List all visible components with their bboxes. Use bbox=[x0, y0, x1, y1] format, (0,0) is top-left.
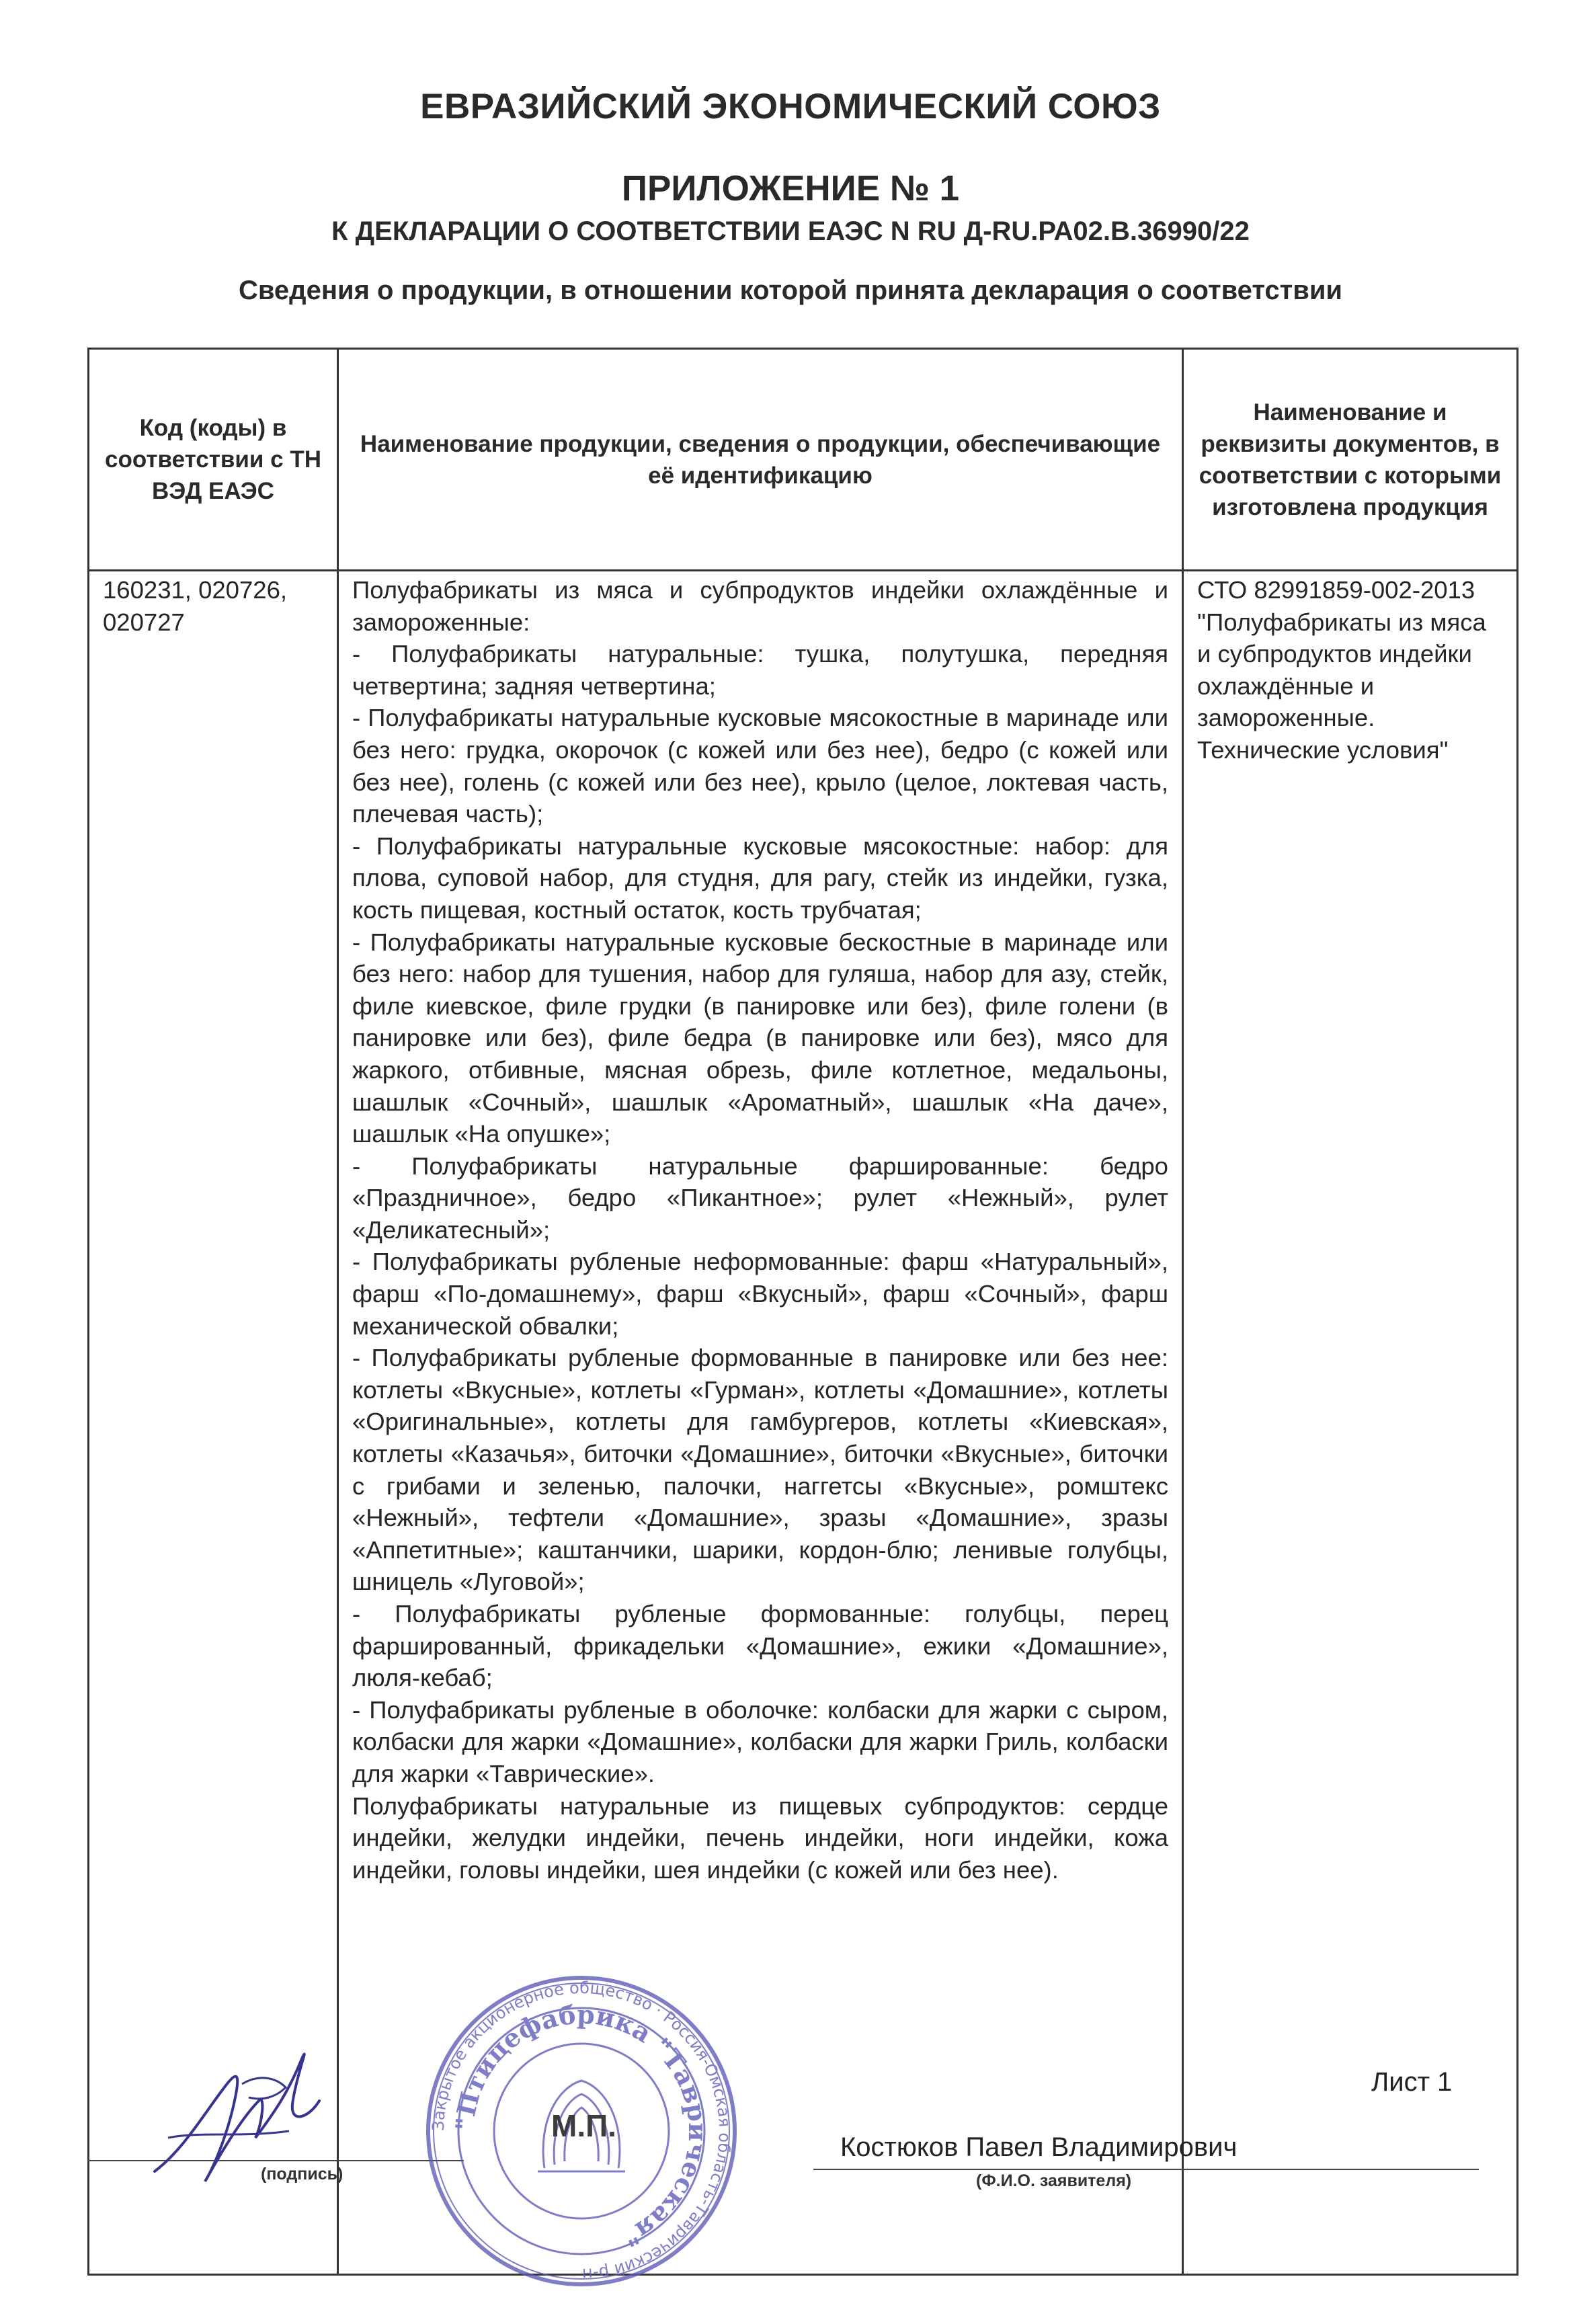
table-header-row bbox=[89, 349, 1518, 571]
description-paragraph: - Полуфабрикаты натуральные: тушка, полутушка, передняя четвертина; задняя четвертина; bbox=[352, 640, 1168, 700]
description-paragraph: - Полуфабрикаты натуральные кусковые мясокостные: набор: для плова, суповой набор, для студня, для рагу, стейк из индейки, гузка, кость пищевая, костный остаток, кость трубчатая; bbox=[352, 832, 1168, 924]
signature-label: (подпись) bbox=[261, 2165, 343, 2183]
standard-title: "Полуфабрикаты из мяса и субпродуктов индейки охлаждённые и замороженные. Технические условия" bbox=[1197, 608, 1486, 764]
description-paragraph: Полуфабрикаты из мяса и субпродуктов индейки охлаждённые и замороженные: bbox=[352, 576, 1168, 636]
applicant-name: Костюков Павел Владимирович bbox=[840, 2132, 1238, 2162]
annex-title: ПРИЛОЖЕНИЕ № 1 bbox=[621, 169, 960, 208]
declaration-number: К ДЕКЛАРАЦИИ О СООТВЕТСТВИИ ЕАЭС N RU Д-RU.РА02.В.36990/22 bbox=[331, 216, 1250, 246]
seal-inner-text: "Птицефабрика "Таврическая" bbox=[449, 1999, 714, 2253]
applicant-name-label: (Ф.И.О. заявителя) bbox=[976, 2171, 1132, 2190]
seal-outer-text: Закрытое акционерное общество · Россия-Омская область-Таврический р-н bbox=[428, 1978, 735, 2284]
union-title: ЕВРАЗИЙСКИЙ ЭКОНОМИЧЕСКИЙ СОЮЗ bbox=[420, 87, 1161, 126]
documents-cell bbox=[1183, 571, 1518, 2275]
handwritten-signature bbox=[141, 2037, 329, 2198]
description-paragraph: Полуфабрикаты натуральные из пищевых субпродуктов: сердце индейки, желудки индейки, печень индейки, ноги индейки, кожа индейки, головы индейки, шея индейки (с кожей или без нее). bbox=[352, 1792, 1168, 1884]
stamp-place-mark: М.П. bbox=[551, 2108, 616, 2143]
column-header-description: Наименование продукции, сведения о продукции, обеспечивающие её идентификацию bbox=[338, 349, 1183, 571]
description-paragraph: - Полуфабрикаты натуральные кусковые мясокостные в маринаде или без него: грудка, окорочок (с кожей или без нее), бедро (с кожей или без нее), голень (с кожей или без нее), крыло (целое, локтевая часть, плечевая часть); bbox=[352, 704, 1168, 828]
sheet-number: Лист 1 bbox=[1371, 2067, 1453, 2097]
description-paragraph: - Полуфабрикаты рубленые формованные: голубцы, перец фаршированный, фрикадельки «Домашние», ежики «Домашние», люля-кебаб; bbox=[352, 1600, 1168, 1692]
column-header-documents: Наименование и реквизиты документов, в соответствии с которыми изготовлена продукция bbox=[1183, 349, 1518, 571]
hs-codes-cell: 160231, 020726, 020727 bbox=[89, 571, 338, 2275]
name-line bbox=[813, 2169, 1479, 2170]
description-paragraph: - Полуфабрикаты рубленые в оболочке: колбаски для жарки с сыром, колбаски для жарки «Домашние», колбаски для жарки Гриль, колбаски для жарки «Таврические». bbox=[352, 1695, 1168, 1788]
product-table bbox=[87, 348, 1518, 2276]
product-info-heading: Сведения о продукции, в отношении которой принята декларация о соответствии bbox=[238, 276, 1343, 305]
description-paragraph: - Полуфабрикаты рубленые неформованные: фарш «Натуральный», фарш «По-домашнему», фарш «Вкусный», фарш «Сочный», фарш механической обвалки; bbox=[352, 1248, 1168, 1340]
table-row bbox=[89, 571, 1518, 2275]
description-paragraph: - Полуфабрикаты натуральные кусковые бескостные в маринаде или без него: набор для тушения, набор для гуляша, набор для азу, стейк, филе киевское, филе грудки (в панировке или без), филе голени (в панировке или без), филе бедра (в панировке или без), мясо для жаркого, отбивные, мясная обрезь, филе котлетное, медальоны, шашлык «Сочный», шашлык «Ароматный», шашлык «На даче», шашлык «На опушке»; bbox=[352, 928, 1168, 1148]
description-paragraph: - Полуфабрикаты натуральные фаршированные: бедро «Праздничное», бедро «Пикантное»; рулет «Нежный», рулет «Деликатесный»; bbox=[352, 1152, 1168, 1244]
column-header-codes: Код (коды) в соответствии с ТН ВЭД ЕАЭС bbox=[89, 349, 338, 571]
description-paragraph: - Полуфабрикаты рубленые формованные в панировке или без нее: котлеты «Вкусные», котлеты «Гурман», котлеты «Домашние», котлеты «Оригинальные», котлеты для гамбургеров, котлеты «Киевская», котлеты «Казачья», биточки «Домашние», биточки «Вкусные», биточки с грибами и зеленью, палочки, наггетсы «Вкусные», ромштекс «Нежный», тефтели «Домашние», зразы «Домашние», зразы «Аппетитные»; каштанчики, шарики, кордон-блю; ленивые голубцы, шницель «Луговой»; bbox=[352, 1344, 1168, 1596]
standard-number: СТО 82991859-002-2013 bbox=[1197, 576, 1475, 604]
